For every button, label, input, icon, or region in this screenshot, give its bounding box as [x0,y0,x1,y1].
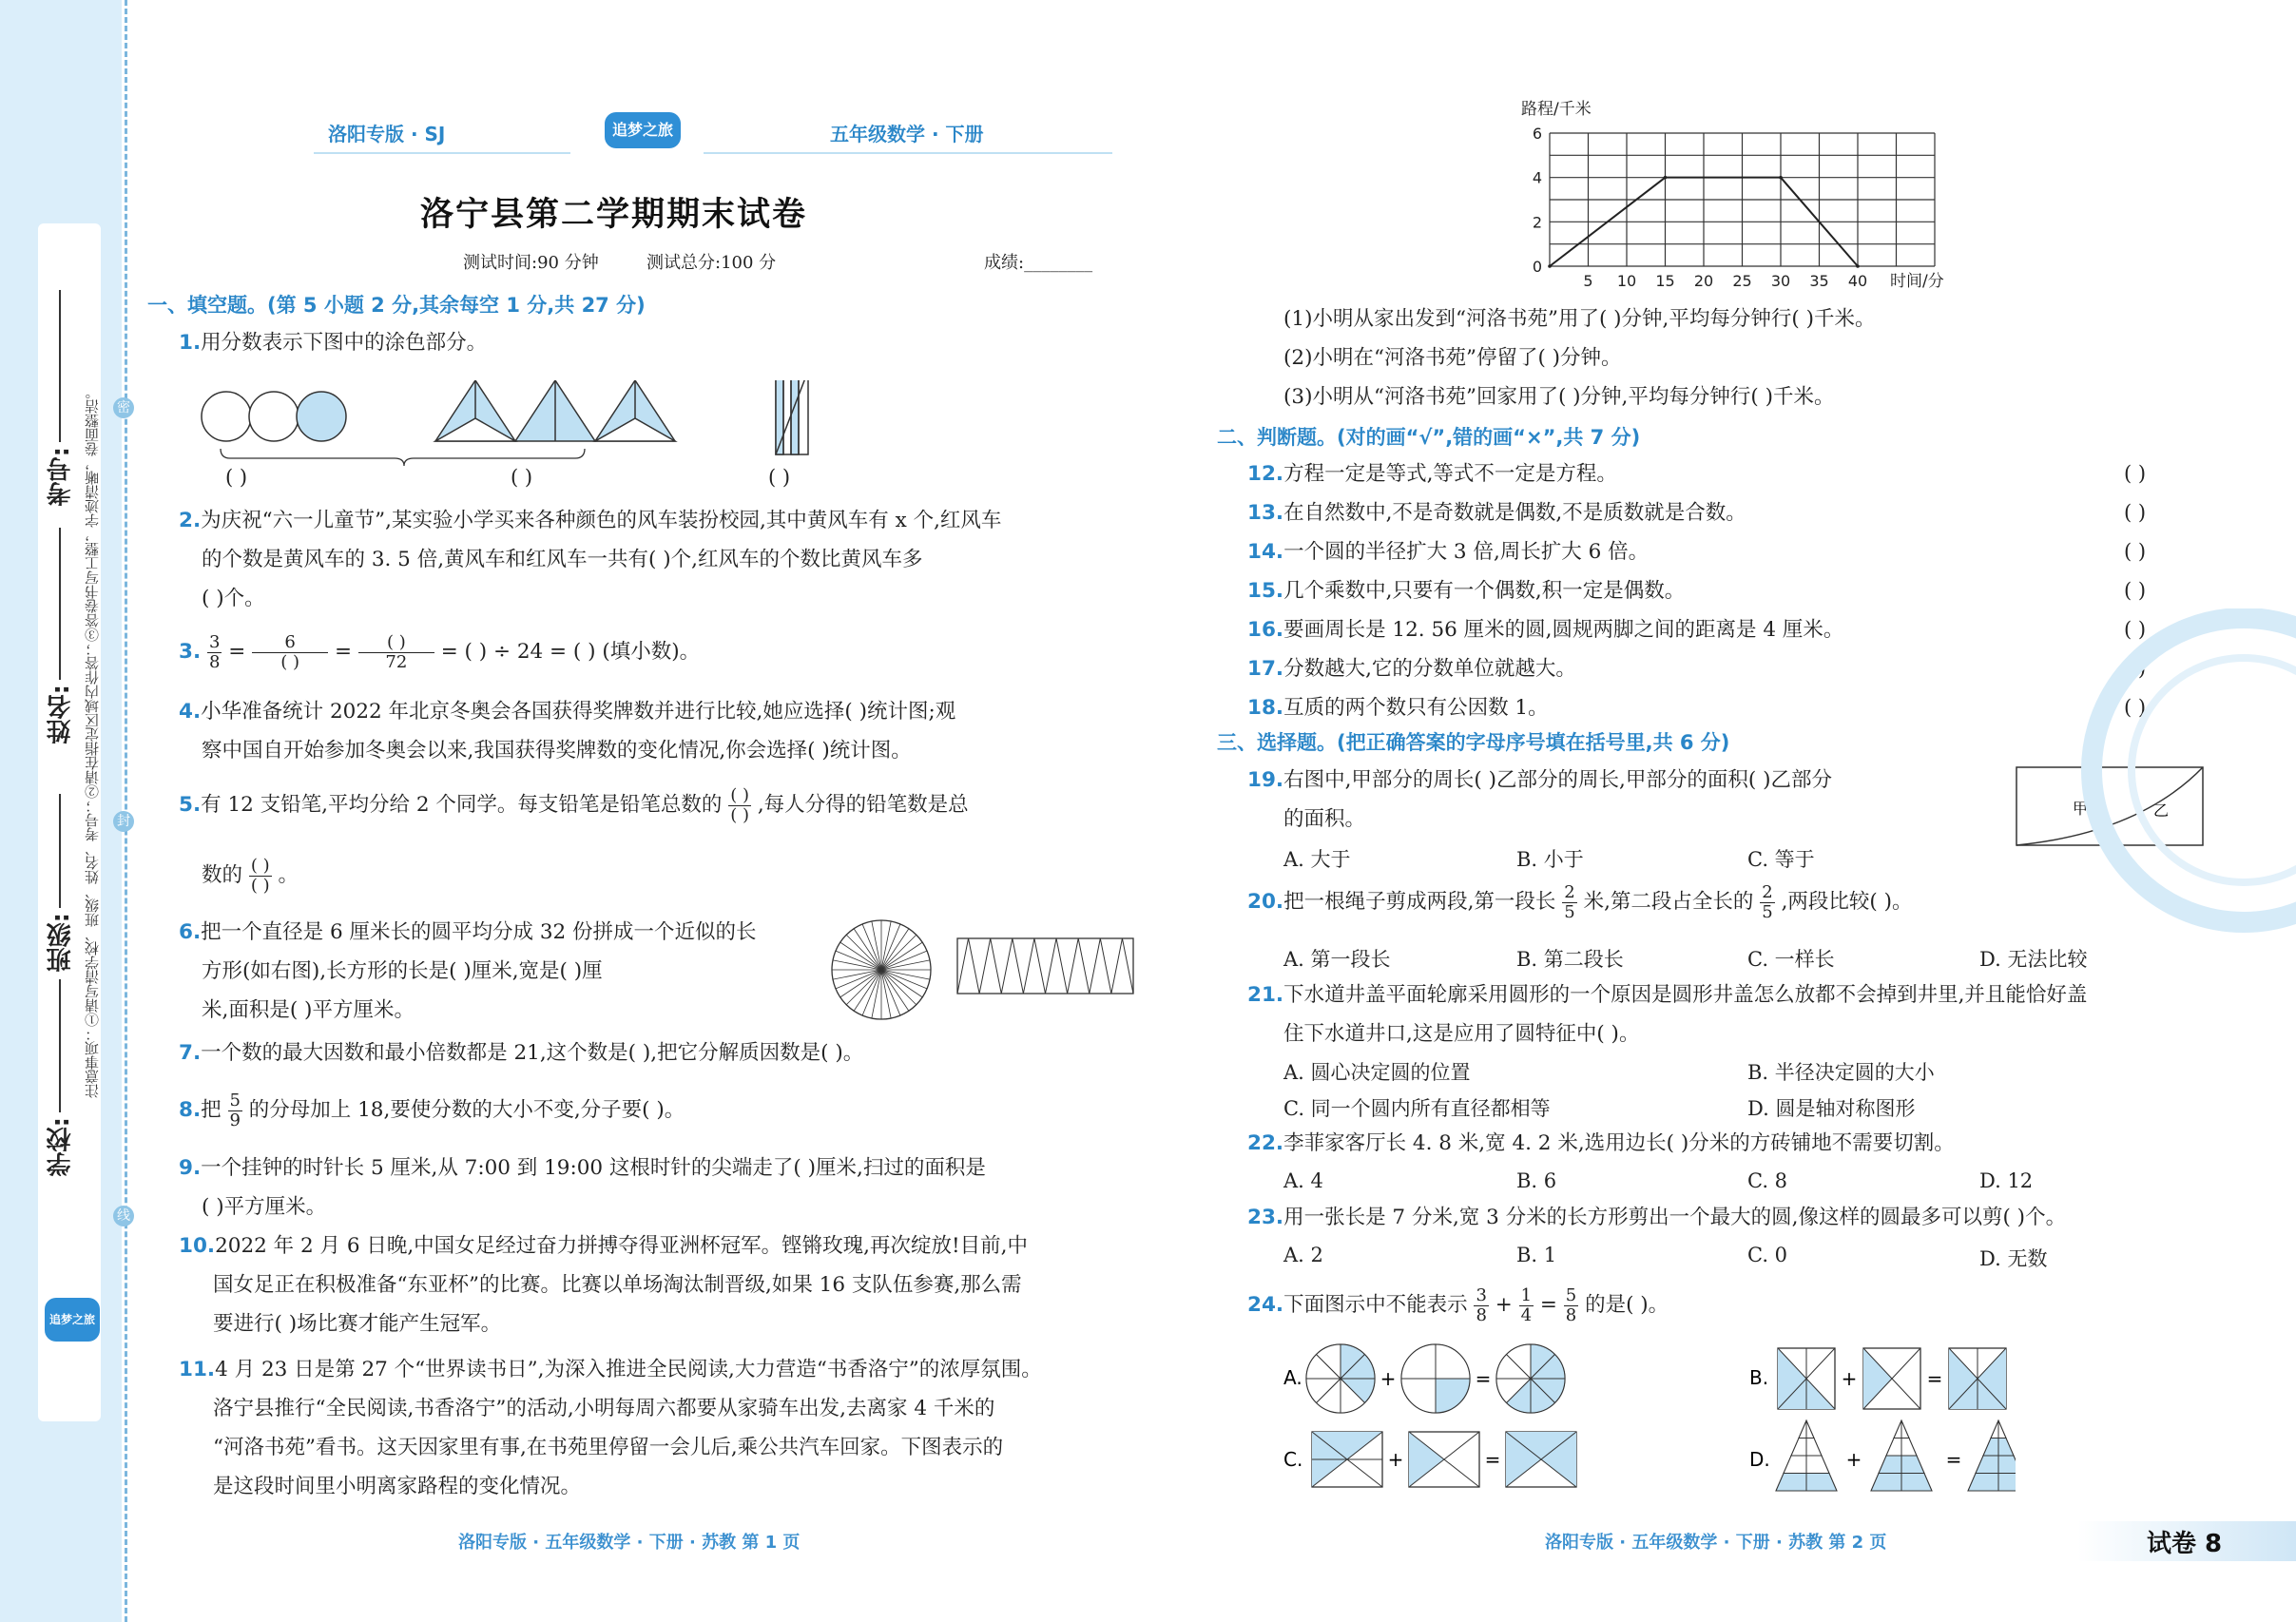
judge-answer-16[interactable]: ( ) [2124,618,2147,641]
judge-answer-17[interactable]: ( ) [2124,657,2147,680]
footer-page-1: 洛阳专版 · 五年级数学 · 下册 · 苏教 第 1 页 [458,1533,801,1553]
q24-triangle-band [1968,1474,2016,1492]
judge-item: 18.互质的两个数只有公因数 1。 ( ) [1247,688,2217,727]
fraction: $\frac{( )}{72}$ [358,633,434,672]
watermark-stamp [2044,608,2296,970]
seal-mark-xian: 线 [113,1206,134,1226]
chart-ticks [1533,125,1867,290]
question-2: 2.为庆祝“六一儿童节”,某实验小学买来各种颜色的风车装扮校园,其中黄风车有 x 个,红风车 的个数是黄风车的 3. 5 倍,黄风车和红风车一共有( )个,红风车的个数比黄风车多 ( )个。 [179,509,1002,610]
q21-option-a[interactable]: A. 圆心决定圆的位置 [1283,1061,1471,1084]
question-11: 11.4 月 23 日是第 27 个“世界读书日”,为深入推进全民阅读,大力营造“书香洛宁”的浓厚氛围。 洛宁县推行“全民阅读,书香洛宁”的活动,小明每周六都要从家骑车出发,去离家 4 千米的 “河洛书苑”看书。这天因家里有事,在书苑里停留一会儿后,乘公共汽车回家。下图表示的 是这段时间里小明离家路程的变化情况。 [179,1358,1042,1498]
q6-figures [829,917,1143,1022]
judge-answer-15[interactable]: ( ) [2124,579,2147,602]
fraction: $\frac{3}{8}$ [1476,1284,1487,1325]
question-11-subs [1283,299,1876,416]
header-rule-left [314,152,570,154]
fraction: $\frac{( )}{( )}$ [730,784,749,825]
q22-option-c[interactable]: C. 8 [1747,1169,1788,1192]
chart-x-tick-label: 10 [1616,272,1637,290]
q22-option-d[interactable]: D. 12 [1979,1169,2034,1192]
chart-y-tick-label: 2 [1532,213,1542,232]
fraction: $\frac{2}{5}$ [1564,881,1575,922]
footer-page-2: 洛阳专版 · 五年级数学 · 下册 · 苏教 第 2 页 [1545,1533,1887,1553]
q24-options-figures [1274,1341,2016,1512]
header-edition: 洛阳专版 · SJ [328,123,446,145]
q1-triangles [435,380,675,441]
judge-item: 12.方程一定是等式,等式不一定是方程。 ( ) [1247,454,2217,493]
question-22: 22.李菲家客厅长 4. 8 米,宽 4. 2 米,选用边长( )分米的方砖铺地不需要切割。 [1247,1131,1955,1155]
field-examno-label: 考号: [47,447,75,507]
q24-label-b: B. [1749,1366,1769,1389]
q21-option-d[interactable]: D. 圆是轴对称图形 [1747,1097,1916,1120]
question-number: 22. [1247,1131,1284,1155]
q21-option-b[interactable]: B. 半径决定圆的大小 [1747,1061,1935,1084]
q24-plus-sign: + [1380,1367,1397,1390]
chart-x-tick-label: 40 [1847,272,1868,290]
chart-x-tick-label: 35 [1809,272,1829,290]
question-number: 9. [179,1156,202,1180]
q19-option-a[interactable]: A. 大于 [1283,848,1351,871]
chart-y-tick-label: 6 [1532,125,1542,143]
question-3: 3. $\frac{3}{8}$ = $\frac{6}{( )}$ = $\frac{( )}{72}$ = ( ) ÷ 24 = ( ) (填小数)。 [179,631,701,672]
score-field[interactable]: 成绩:________ [984,253,1093,273]
q24-plus-sign: + [1841,1367,1858,1390]
question-number: 8. [179,1098,202,1122]
question-20: 20.把一根绳子剪成两段,第一段长 $\frac{2}{5}$ 米,第二段占全长的 $\frac{2}{5}$ ,两段比较( )。 [1247,881,1913,922]
q19-label-jia: 甲 [2073,800,2089,818]
chart-x-tick-label: 20 [1693,272,1714,290]
question-19: 19.右图中,甲部分的周长( )乙部分的周长,甲部分的面积( )乙部分 的面积。 [1247,768,1832,831]
binding-logo: 追梦之旅 [45,1298,100,1342]
chart-point [1856,264,1860,268]
chart-x-tick-label: 30 [1770,272,1791,290]
question-23: 23.用一张长是 7 分米,宽 3 分米的长方形剪出一个最大的圆,像这样的圆最多可以剪( )个。 [1247,1206,2067,1229]
section-choice-title: 三、选择题。(把正确答案的字母序号填在括号里,共 6 分) [1217,731,1730,754]
q23-option-b[interactable]: B. 1 [1516,1244,1557,1266]
q1-answer-c[interactable]: ( ) [768,466,791,489]
q20-option-c[interactable]: C. 一样长 [1747,948,1835,971]
q1-brace [219,447,599,468]
q24-label-a: A. [1283,1366,1302,1389]
q24-circle-sector [1436,1379,1470,1413]
field-school-label: 学校: [47,1117,75,1177]
q24-option-b-figure [1778,1348,2006,1409]
q24-triangle-band [1976,1456,2016,1474]
q1-circles [202,392,346,441]
question-number: 19. [1247,768,1284,792]
q20-option-d[interactable]: D. 无法比较 [1979,948,2088,971]
q24-circle-sector [1401,1379,1436,1413]
q1-answer-b[interactable]: ( ) [511,466,533,489]
question-number: 20. [1247,890,1284,914]
question-21: 21.下水道井盖平面轮廓采用圆形的一个原因是圆形井盖怎么放都不会掉到井里,并且能恰好盖 住下水道井口,这是应用了圆特征中( )。 [1247,983,2088,1046]
q21-option-c[interactable]: C. 同一个圆内所有直径都相等 [1283,1097,1551,1120]
paper-number: 试卷 8 [2147,1530,2223,1558]
chart-x-tick-label: 15 [1655,272,1675,290]
question-6: 6.把一个直径是 6 厘米长的圆平均分成 32 份拼成一个近似的长 方形(如右图),长方形的长是( )厘米,宽是( )厘 米,面积是( )平方厘米。 [179,920,757,1022]
seal-mark-mi: 密 [113,397,134,418]
exam-title: 洛宁县第二学期期末试卷 [420,196,808,234]
exam-time: 测试时间:90 分钟 [463,253,599,273]
fraction: $\frac{( )}{( )}$ [250,855,270,896]
q22-option-b[interactable]: B. 6 [1516,1169,1557,1192]
question-10: 10.2022 年 2 月 6 日晚,中国女足经过奋力拼搏夺得亚洲杯冠军。铿锵玫瑰,再次绽放!目前,中 国女足正在积极准备“东亚杯”的比赛。比赛以单场淘汰制晋级,如果 16 支队伍参赛,那么需 要进行( )场比赛才能产生冠军。 [179,1234,1028,1336]
question-number: 7. [179,1041,202,1065]
q24-equals-sign: = [1945,1448,1962,1471]
q24-label-d: D. [1749,1448,1770,1471]
question-8: 8.把 $\frac{5}{9}$ 的分母加上 18,要使分数的大小不变,分子要( )。 [179,1090,685,1130]
q24-option-a-figure [1306,1344,1565,1413]
question-24: 24.下面图示中不能表示 $\frac{3}{8}$ + $\frac{1}{4}$ = $\frac{5}{8}$ 的是( )。 [1247,1284,1669,1325]
q24-circle-sector [1436,1344,1470,1379]
q11-sub-2: (2)小明在“河洛书苑”停留了( )分钟。 [1283,346,1622,370]
field-class-label: 班级: [47,913,75,973]
q23-option-d[interactable]: D. 无数 [1979,1247,2048,1270]
q19-option-c[interactable]: C. 等于 [1747,848,1815,871]
q23-option-a[interactable]: A. 2 [1283,1244,1323,1266]
chart-grid [1550,133,1935,266]
fraction: $\frac{5}{9}$ [229,1090,241,1130]
chart-origin-label: 0 [1532,258,1542,276]
question-number: 10. [179,1234,216,1258]
header-rule-right [704,152,1112,154]
question-number: 5. [179,793,202,817]
question-4: 4.小华准备统计 2022 年北京冬奥会各国获得奖牌数并进行比较,她应选择( )统计图;观 察中国自开始参加冬奥会以来,我国获得奖牌数的变化情况,你会选择( )统计图。 [179,700,956,763]
q20-option-a[interactable]: A. 第一段长 [1283,948,1391,971]
field-class-line[interactable] [59,794,61,908]
question-number: 1. [179,331,202,355]
chart-x-tick-label: 5 [1583,272,1593,290]
q24-option-c-figure [1312,1432,1576,1487]
q24-circle-sector [1401,1344,1436,1379]
question-number: 23. [1247,1206,1284,1229]
fraction: $\frac{5}{8}$ [1565,1284,1577,1325]
q6-approx-rectangle [957,938,1133,994]
judge-answer-18[interactable]: ( ) [2124,696,2147,719]
q20-option-b[interactable]: B. 第二段长 [1516,948,1624,971]
seal-mark-feng: 封 [113,811,134,832]
judge-answer-14[interactable]: ( ) [2124,540,2147,563]
question-number: 11. [179,1358,216,1381]
question-1: 1.用分数表示下图中的涂色部分。 [179,331,488,355]
field-name-line[interactable] [59,528,61,680]
section-judge-title: 二、判断题。(对的画“√”,错的画“×”,共 7 分) [1217,426,1641,449]
q24-plus-sign: + [1845,1448,1862,1471]
question-number: 24. [1247,1293,1284,1317]
question-number: 2. [179,509,202,532]
q19-label-yi: 乙 [2153,801,2170,820]
question-number: 3. [179,640,202,664]
judge-item: 15.几个乘数中,只要有一个偶数,积一定是偶数。 ( ) [1247,571,2217,610]
q24-plus-sign: + [1387,1448,1404,1471]
q1-figures [200,380,865,456]
question-number: 4. [179,700,202,724]
q11-sub-1: (1)小明从家出发到“河洛书苑”用了( )分钟,平均每分钟行( )千米。 [1283,307,1876,331]
question-9: 9.一个挂钟的时针长 5 厘米,从 7:00 到 19:00 这根时针的尖端走了( )厘米,扫过的面积是 ( )平方厘米。 [179,1156,986,1219]
field-name-label: 姓名: [47,685,75,744]
q1-answer-a[interactable]: ( ) [225,466,248,489]
question-5-cont: 数的 $\frac{( )}{( )}$ 。 [202,855,299,896]
q6-circle-sectors [832,920,931,1019]
judge-item: 13.在自然数中,不是奇数就是偶数,不是质数就是合数。 ( ) [1247,493,2217,532]
instructions-note: 注意事项：①请写清学校、班级、姓名、考号；②请在指定区域内作答；③答卷书写工整，字迹清晰，卷面整洁。 [84,385,101,1098]
fraction: $\frac{1}{4}$ [1520,1284,1533,1325]
chart-x-tick-label: 25 [1732,272,1752,290]
q24-option-d-figure [1776,1420,2016,1491]
chart-y-tick-label: 4 [1532,168,1542,187]
question-number: 6. [179,920,202,944]
fraction: $\frac{2}{5}$ [1762,881,1773,922]
q1-rectangle [776,380,808,454]
chart-xlabel: 时间/分 [1890,272,1944,291]
field-school-line[interactable] [59,979,61,1112]
judge-item: 14.一个圆的半径扩大 3 倍,周长扩大 6 倍。 ( ) [1247,532,2217,571]
judge-answer-12[interactable]: ( ) [2124,462,2147,485]
section-fill-title: 一、填空题。(第 5 小题 2 分,其余每空 1 分,共 27 分) [147,294,646,317]
exam-total: 测试总分:100 分 [646,253,777,273]
q24-label-c: C. [1283,1448,1303,1471]
q23-option-c[interactable]: C. 0 [1747,1244,1788,1266]
q24-equals-sign: = [1475,1367,1492,1390]
chart-point [1664,176,1668,180]
chart-ylabel: 路程/千米 [1521,100,1592,119]
judge-item: 16.要画周长是 12. 56 厘米的圆,圆规两脚之间的距离是 4 厘米。 ( ) [1247,610,2217,649]
question-5: 5.有 12 支铅笔,平均分给 2 个同学。每支铅笔是铅笔总数的 $\frac{( )}{( )}$ ,每人分得的铅笔数是总 [179,784,969,825]
judge-item: 17.分数越大,它的分数单位就越大。 ( ) [1247,649,2217,688]
chart-point [1779,176,1783,180]
q24-equals-sign: = [1484,1448,1501,1471]
field-examno-line[interactable] [59,290,61,442]
fraction: $\frac{3}{8}$ [208,631,221,672]
q22-option-a[interactable]: A. 4 [1283,1169,1323,1192]
chart-point [1548,264,1552,268]
q11-sub-3: (3)小明从“河洛书苑”回家用了( )分钟,平均每分钟行( )千米。 [1283,385,1835,409]
fraction: $\frac{6}{( )}$ [252,633,328,672]
header-logo: 追梦之旅 [605,112,681,148]
judge-answer-13[interactable]: ( ) [2124,501,2147,524]
q19-option-b[interactable]: B. 小于 [1516,848,1584,871]
question-7: 7.一个数的最大因数和最小倍数都是 21,这个数是( ),把它分解质因数是( )。 [179,1041,864,1065]
distance-time-chart [1493,93,1987,298]
q6-rectangle [957,938,1133,994]
header-grade: 五年级数学 · 下册 [830,123,984,145]
q24-equals-sign: = [1926,1367,1943,1390]
question-number: 21. [1247,983,1284,1007]
